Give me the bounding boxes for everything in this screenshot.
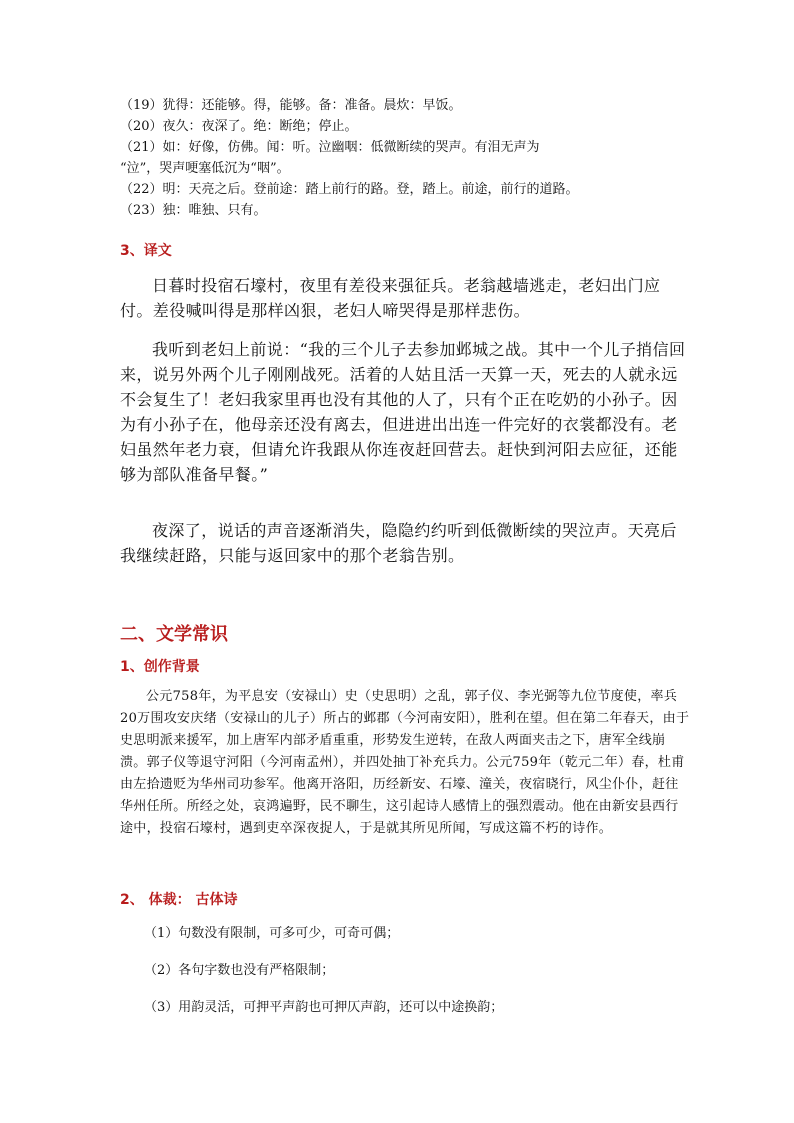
genre-value: 古体诗: [195, 892, 238, 908]
note-19: （19）犹得：还能够。得，能够。备：准备。晨炊：早饭。: [120, 98, 462, 113]
genre-feature-3: （3）用韵灵活，可押平声韵也可押仄声韵，还可以中途换韵；: [144, 1000, 504, 1015]
note-21-cont: “泣”，哭声哽塞低沉为“咽”。: [120, 161, 290, 176]
note-20: （20）夜久：夜深了。绝：断绝；停止。: [120, 119, 358, 134]
subheading-background: 1、创作背景: [120, 659, 200, 675]
translation-paragraph-3: 夜深了，说话的声音逐渐消失，隐隐约约听到低微断续的哭泣声。天亮后我继续赶路，只能与返回家中的那个老翁告别。: [120, 521, 677, 565]
genre-feature-2: （2）各句字数也没有严格限制；: [144, 963, 335, 978]
part-heading-literary-knowledge: 二、文学常识: [120, 624, 228, 645]
annotation-list: [120, 95, 690, 221]
background-paragraph: 公元758年，为平息安（安禄山）史（史思明）之乱，郭子仪、李光弼等九位节度使，率兵20万围攻安庆绪（安禄山的儿子）所占的邺郡（今河南安阳），胜利在望。但在第二年春天，由于史思明派来援军，加上唐军内部矛盾重重，形势发生逆转，在敌人两面夹击之下，唐军全线崩溃。郭子仪等退守河阳（今河南孟州），并四处抽丁补充兵力。公元759年（乾元二年）春，杜甫由左拾遗贬为华州司功参军。他离开洛阳，历经新安、石壕、潼关，夜宿晓行，风尘仆仆，赶往华州任所。所经之处，哀鸿遍野，民不聊生，这引起诗人感情上的强烈震动。他在由新安县西行途中，投宿石壕村，遇到吏卒深夜捉人，于是就其所见所闻，写成这篇不朽的诗作。: [120, 689, 690, 836]
subheading-genre: [120, 889, 690, 909]
note-21: （21）如：好像，仿佛。闻：听。泣幽咽：低微断续的哭声。有泪无声为: [120, 140, 540, 155]
section-heading-translation: 3、译文: [120, 243, 172, 259]
translation-paragraph-2: 我听到老妇上前说：“我的三个儿子去参加邺城之战。其中一个儿子捎信回来，说另外两个儿子刚刚战死。活着的人姑且活一天算一天，死去的人就永远不会复生了！老妇我家里再也没有其他的人了，只有个正在吃奶的小孙子。因为有小孙子在，他母亲还没有离去，但进进出出连一件完好的衣裳都没有。老妇虽然年老力衰，但请允许我跟从你连夜赶回营去。赶快到河阳去应征，还能够为部队准备早餐。”: [120, 340, 686, 484]
note-22: （22）明：天亮之后。登前途：踏上前行的路。登，踏上。前途，前行的道路。: [120, 182, 579, 197]
note-23: （23）独：唯独、只有。: [120, 203, 267, 218]
genre-label: 2、 体裁：: [120, 892, 191, 908]
genre-feature-1: （1）句数没有限制，可多可少，可奇可偶；: [144, 926, 400, 941]
translation-paragraph-1: 日暮时投宿石壕村，夜里有差役来强征兵。老翁越墙逃走，老妇出门应付。差役喊叫得是那样凶狠，老妇人啼哭得是那样悲伤。: [120, 276, 661, 320]
